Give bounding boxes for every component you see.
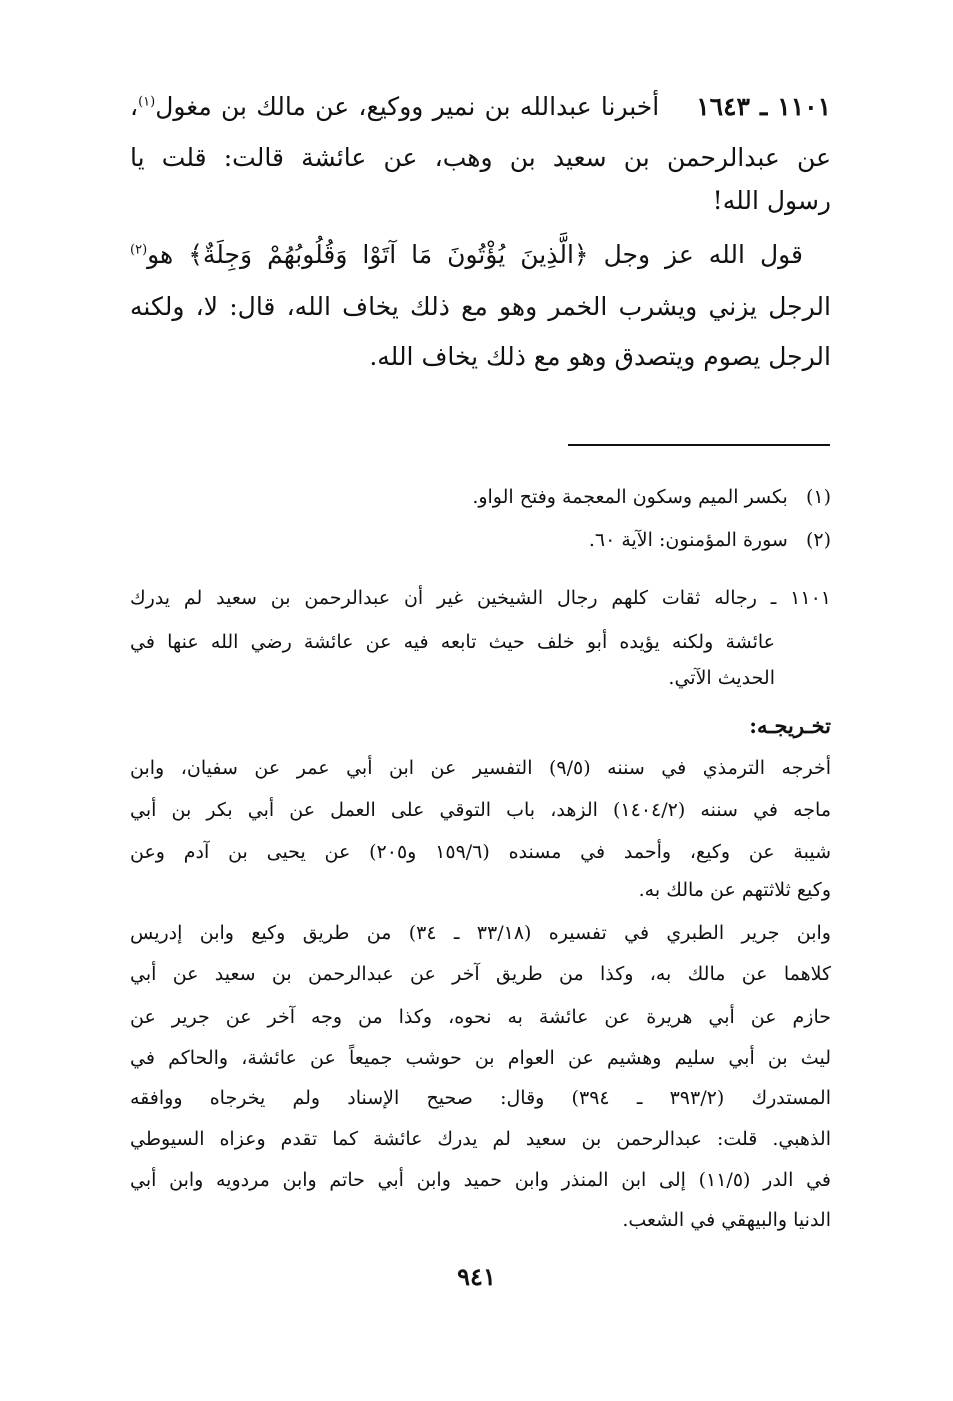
hadith-text: أخبرنا عبدالله بن نمير ووكيع، عن مالك بن مغول <box>155 92 660 121</box>
commentary-line-3: الحديث الآتي. <box>668 667 775 689</box>
takhrij-line-9: المستدرك (٣٩٣/٢ ـ ٣٩٤) وقال: صحيح الإسناد ولم يخرجاه ووافقه <box>130 1087 831 1109</box>
hadith-line-1 <box>130 92 831 122</box>
takhrij-line-11: في الدر (١١/٥) إلى ابن المنذر وابن حميد وابن أبي حاتم وابن مردويه وابن أبي <box>130 1169 831 1191</box>
hadith-line-5: الرجل يزني ويشرب الخمر وهو مع ذلك يخاف الله، قال: لا، ولكنه <box>130 292 831 321</box>
punctuation: ، <box>130 92 139 121</box>
footnote-ref-1: (١) <box>138 94 156 110</box>
takhrij-line-6: كلاهما عن مالك به، وكذا من طريق آخر عن عبدالرحمن بن سعيد عن أبي <box>130 963 831 985</box>
footnote-ref-2: (٢) <box>130 242 148 258</box>
takhrij-line-10: الذهبي. قلت: عبدالرحمن بن سعيد لم يدرك عائشة كما تقدم وعزاه السيوطي <box>130 1128 831 1150</box>
footnote-2 <box>300 527 831 553</box>
takhrij-line-3: شيبة عن وكيع، وأحمد في مسنده (١٥٩/٦ و٢٠٥) عن يحيى بن آدم وعن <box>130 841 832 863</box>
hadith-line-6: الرجل يصوم ويتصدق وهو مع ذلك يخاف الله. <box>369 342 831 371</box>
takhrij-line-5: وابن جرير الطبري في تفسيره (٣٣/١٨ ـ ٣٤) من طريق وكيع وابن إدريس <box>130 922 831 944</box>
footnote-text: بكسر الميم وسكون المعجمة وفتح الواو. <box>472 486 788 508</box>
footnote-marker: (٢) <box>805 529 831 551</box>
quran-quote-line: قول الله عز وجل ﴿الَّذِينَ يُؤْتُونَ مَا آتَوْا وَقُلُوبُهُمْ وَجِلَةٌ﴾ هو <box>147 240 803 269</box>
footnote-separator <box>568 444 830 446</box>
hadith-line-3: رسول الله! <box>712 186 831 215</box>
takhrij-heading: تخـريجـه: <box>749 713 831 738</box>
takhrij-line-4: وكيع ثلاثتهم عن مالك به. <box>638 879 831 901</box>
takhrij-line-1: أخرجه الترمذي في سننه (٩/٥) التفسير عن ابن أبي عمر عن سفيان، وابن <box>130 757 832 779</box>
takhrij-line-2: ماجه في سننه (١٤٠٤/٢) الزهد، باب التوقي على العمل عن أبي بكر بن أبي <box>130 799 832 821</box>
takhrij-line-12: الدنيا والبيهقي في الشعب. <box>622 1209 831 1231</box>
hadith-number: ١١٠١ ـ ١٦٤٣ <box>696 92 831 121</box>
hadith-line-4 <box>130 240 803 270</box>
footnote-marker: (١) <box>805 486 831 508</box>
commentary-line-2: عائشة ولكنه يؤيده أبو خلف حيث تابعه فيه عن عائشة رضي الله عنها في <box>130 631 775 653</box>
commentary-line-1: ١١٠١ ـ رجاله ثقات كلهم رجال الشيخين غير أن عبدالرحمن بن سعيد لم يدرك <box>130 587 831 609</box>
hadith-line-2: عن عبدالرحمن بن سعيد بن وهب، عن عائشة قالت: قلت يا <box>130 143 831 172</box>
footnote-text: سورة المؤمنون: الآية ٦٠. <box>588 529 788 551</box>
takhrij-line-7: حازم عن أبي هريرة عن عائشة به نحوه، وكذا من وجه آخر عن جرير عن <box>130 1006 831 1028</box>
footnote-1 <box>300 484 831 510</box>
page-number: ٩٤١ <box>457 1262 496 1291</box>
takhrij-line-8: ليث بن أبي سليم وهشيم عن العوام بن حوشب جميعاً عن عائشة، والحاكم في <box>130 1047 831 1069</box>
